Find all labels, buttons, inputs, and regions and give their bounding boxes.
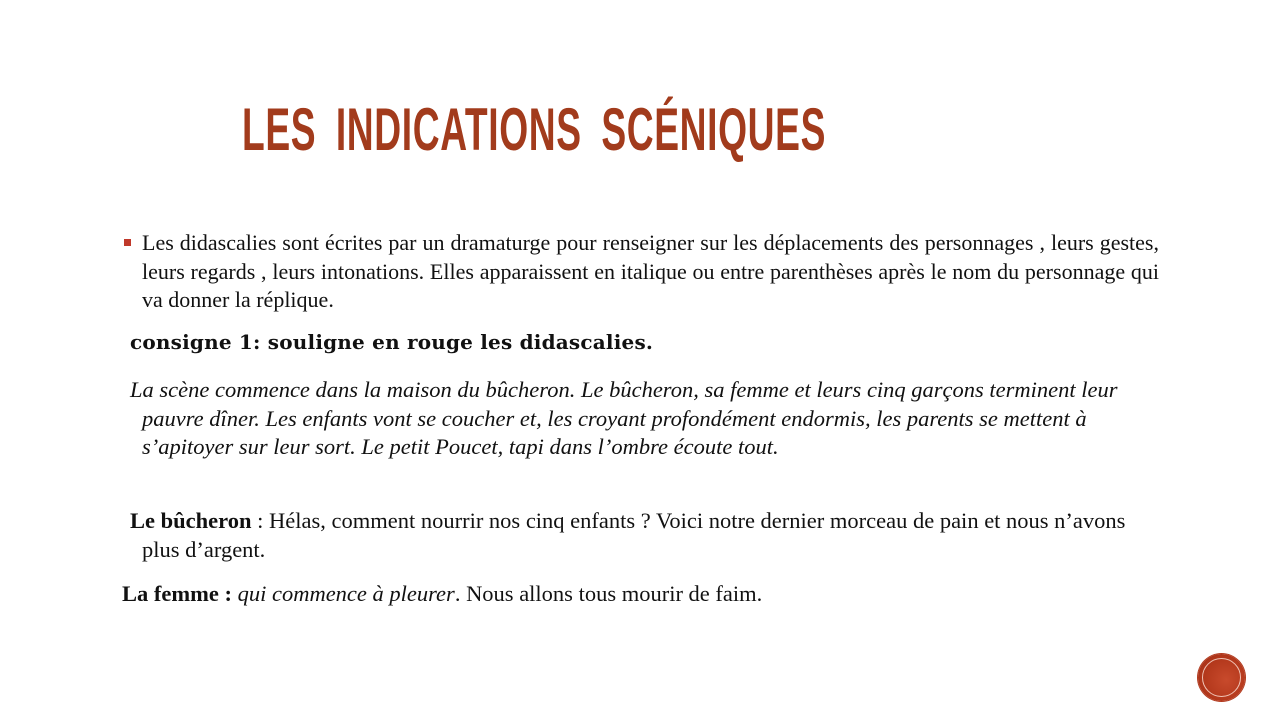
didascalie-text: qui commence à pleurer <box>237 581 455 606</box>
replique-bucheron <box>130 507 1162 564</box>
consigne-instruction: consigne 1: souligne en rouge les didascalies. <box>130 330 654 354</box>
scene-description: La scène commence dans la maison du bûcheron. Le bûcheron, sa femme et leurs cinq garçons terminent leur pauvre dîner. Les enfants vont se coucher et, les croyant profondément endormis, les parents se mettent à s’apitoyer sur leur sort. Le petit Poucet, tapi dans l’ombre écoute tout. <box>130 377 1118 459</box>
replique-text: Hélas, comment nourrir nos cinq enfants ? Voici notre dernier morceau de pain et nous n’avons plus d’argent. <box>142 508 1126 562</box>
replique-text: . Nous allons tous mourir de faim. <box>454 581 763 606</box>
circle-nav-icon[interactable] <box>1198 654 1245 701</box>
speaker-separator: : <box>251 508 269 533</box>
square-bullet-icon <box>124 239 131 246</box>
speaker-name: Le bûcheron <box>130 508 252 533</box>
replique-femme <box>122 580 1142 609</box>
bullet-paragraph: Les didascalies sont écrites par un dramaturge pour renseigner sur les déplacements des personnages , leurs gestes, leurs regards , leurs intonations. Elles apparaissent en italique ou entre parenthèses après le nom du personnage qui va donner la réplique. <box>142 230 1159 312</box>
speaker-name: La femme : <box>122 581 232 606</box>
slide-title: LES INDICATIONS SCÉNIQUES <box>242 96 827 163</box>
